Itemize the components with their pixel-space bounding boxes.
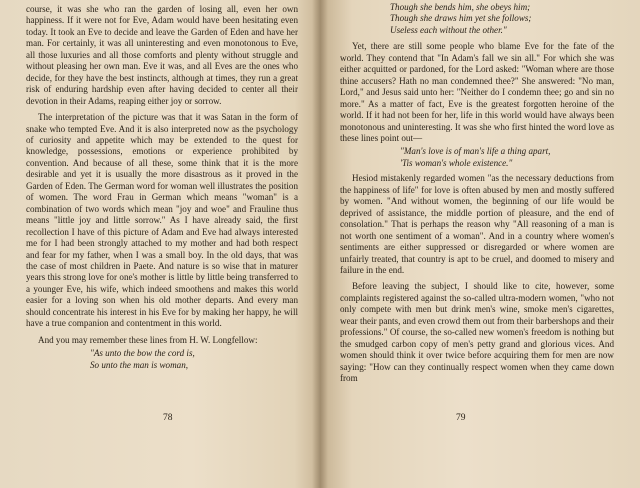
right-page [320,0,640,488]
page-number: 79 [456,413,466,423]
verse [26,348,298,371]
verse-line: 'Tis woman's whole existence." [400,157,513,168]
paragraph: course, it was she who ran the garden of losing all, even her own happiness. If it were not for Eve, Adam would have been hesitating even today. It took an Eve to decide and leave the Garden of Eden and have her man. For certainly, it was all uninteresting and even monotonous to Eve, all those luxuries and all those comforts and plenty without struggle and without pleasing her own man. Eve it was, and all Eves are the ones who decide, for they have the best instincts, although at times, they run a great risk of enduring hardship even after having decided to center all their devotion in their Adams, reaping either joy or sorrow. [26,4,298,106]
paragraph: The interpretation of the picture was that it was Satan in the form of snake who tempted Eve. And it is also interpreted now as the psychology of curiosity and appetite which may be extended to the quest for knowledge, possessions, emotions or experience prohibited by convention. And because of all these, some think that it is the more desirable and yet it is usually the more disastrous as it proved in the Garden of Eden. The German word for woman well illustrates the position of women. The word Frau in German which means "woman" is a combination of two words which mean "joy and woe" and Frauline thus means "little joy and little sorrow." As I have already said, the first recollection I have of this picture of Adam and Eve had always interested me for I had been strongly attached to my mother and had both respect and fear for my father, when I was a small boy. In the old days, that was the case of most children in Paete. And nature is so wise that in maturer years this strong love for one's mother is little by little being transferred to a younger Eve, his wife, which indeed smoothens and makes this world easier for a loving son when his old mother departs. And every man should concentrate his interest in his Eve for by making her happy, he will have a true companion and contentment in this world. [26,112,298,329]
right-page-text [340,2,614,385]
verse-line: So unto the man is woman, [90,359,189,370]
book-gutter [312,0,328,488]
verse-line: Though she draws him yet she follows; [390,13,532,24]
paragraph: Yet, there are still some people who blame Eve for the fate of the world. They contend that "In Adam's fall we sin all." For which she was either acquitted or pardoned, for the Lord asked: "Woman where are those thine accusers? Hath no man condemned thee?" She answered: "No man, Lord," and Jesus said unto her: "Neither do I condemn thee; go and sin no more." As a matter of fact, Eve is the greatest forgotten heroine of the world. If it had not been for her, life in this world would have always been monotonous and uninteresting. It was she who first hinted the word love as these lines point out— [340,41,614,143]
verse-line: Useless each without the other." [390,24,507,35]
verse-line: "As unto the bow the cord is, [90,348,195,359]
verse-line: "Man's love is of man's life a thing apart, [400,146,551,157]
verse-line: Though she bends him, she obeys him; [390,2,531,12]
paragraph: Hesiod mistakenly regarded women "as the necessary deductions from the happiness of life" for love is often abused by men and mostly suffered by women. "And without women, the beginning of our life would be deprived of assistance, the middle portion of pleasure, and the end of consolation." That is perhaps the reason why "All reasoning of a man is not worth one sentiment of a woman". And in a country where women's sentiments are either suppressed or disregarded or where women are unfairly treated, that country is apt to be cruel, and doomed to misery and failure in the end. [340,173,614,275]
paragraph: And you may remember these lines from H. W. Longfellow: [38,334,258,345]
verse [340,2,614,36]
verse [340,146,614,169]
left-page-text [26,4,298,371]
page-number: 78 [163,413,173,423]
paragraph: Before leaving the subject, I should like to cite, however, some complaints registered against the so-called ultra-modern women, "who not only compete with men but drink men's wine, smoke men's cigarettes, wear their pants, and even crowd them out from their barbershops and their professions." Of course, the so-called new women's freedom is nothing but the smudged carbon copy of men's petty grand and glorious vices. And women should think it over twice before acquiring them for men are now saying: "How can they continually respect women when they came down from [340,281,614,384]
